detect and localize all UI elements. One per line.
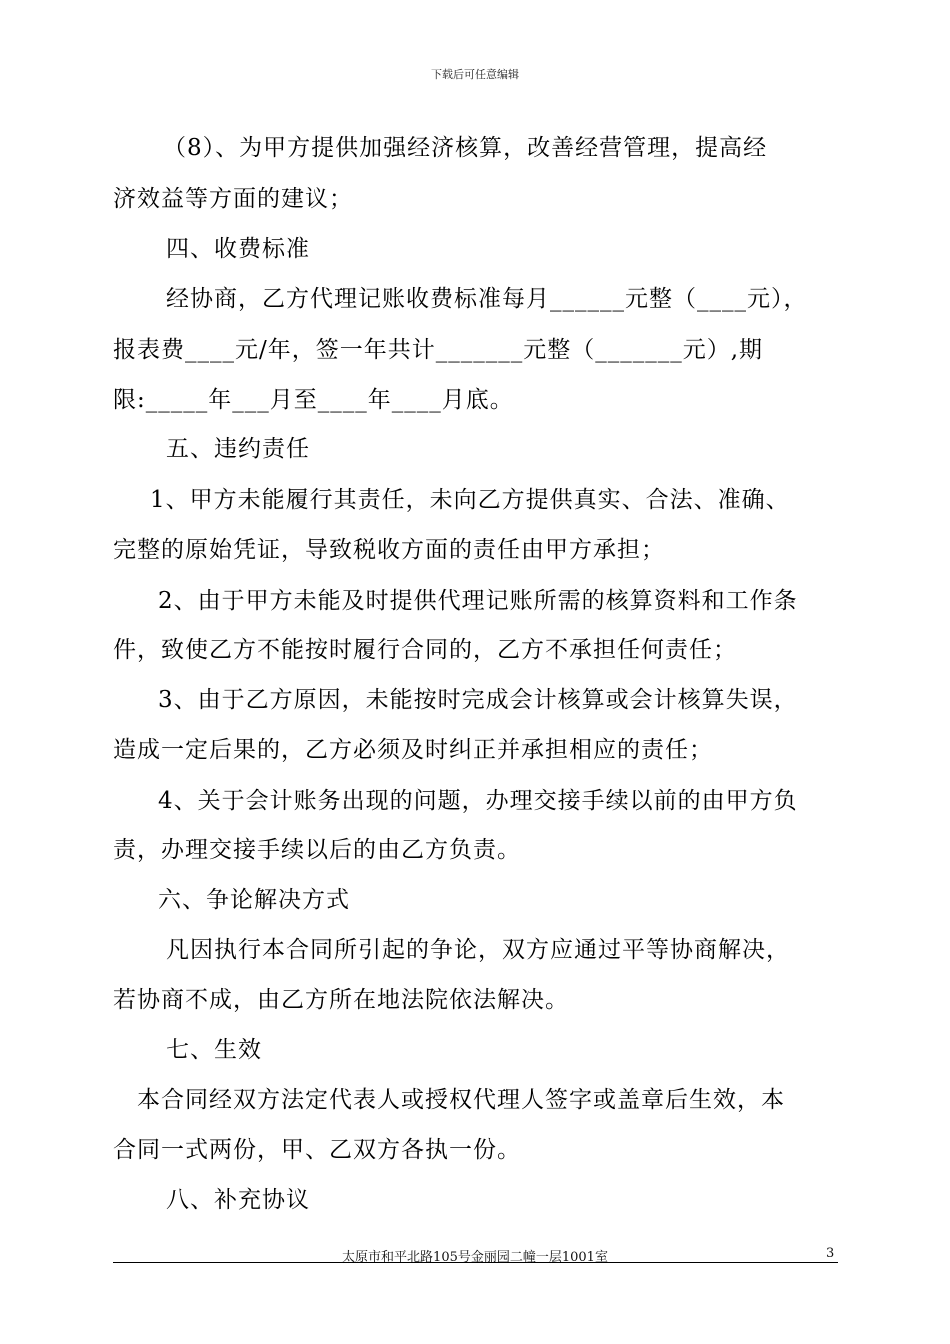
section-heading: 七、生效 (166, 1037, 262, 1063)
body-line: （8）、为甲方提供加强经济核算，改善经营管理，提高经 (163, 135, 768, 161)
body-line: 限:_____年___月至____年____月底。 (113, 387, 514, 413)
body-line: 完整的原始凭证，导致税收方面的责任由甲方承担； (113, 537, 665, 563)
section-heading: 六、争论解决方式 (158, 887, 350, 913)
body-line: 凡因执行本合同所引起的争论，双方应通过平等协商解决， (166, 937, 790, 963)
section-heading: 五、违约责任 (166, 436, 310, 462)
section-heading: 四、收费标准 (166, 236, 310, 262)
body-line: 经协商，乙方代理记账收费标准每月______元整（____元）， (166, 286, 808, 312)
body-line: 3、由于乙方原因，未能按时完成会计核算或会计核算失误， (158, 687, 798, 713)
footer-address: 太原市和平北路105号金丽园二幢一层1001室 (342, 1250, 608, 1265)
body-line: 1、甲方未能履行其责任，未向乙方提供真实、合法、准确、 (150, 487, 790, 513)
body-line: 造成一定后果的，乙方必须及时纠正并承担相应的责任； (113, 737, 713, 763)
footer-rule (113, 1262, 838, 1263)
body-line: 报表费____元/年，签一年共计_______元整（_______元）,期 (113, 337, 764, 363)
body-line: 2、由于甲方未能及时提供代理记账所需的核算资料和工作条 (158, 588, 798, 614)
page-header: 下载后可任意编辑 (431, 68, 519, 81)
body-line: 件，致使乙方不能按时履行合同的，乙方不承担任何责任； (113, 637, 737, 663)
body-line: 责，办理交接手续以后的由乙方负责。 (113, 837, 521, 863)
page-number: 3 (826, 1246, 835, 1261)
section-heading: 八、补充协议 (166, 1187, 310, 1213)
body-line: 济效益等方面的建议； (113, 186, 353, 212)
body-line: 本合同经双方法定代表人或授权代理人签字或盖章后生效，本 (137, 1087, 785, 1113)
body-line: 合同一式两份，甲、乙双方各执一份。 (113, 1137, 521, 1163)
body-line: 4、关于会计账务出现的问题，办理交接手续以前的由甲方负 (158, 788, 798, 814)
body-line: 若协商不成，由乙方所在地法院依法解决。 (113, 987, 569, 1013)
